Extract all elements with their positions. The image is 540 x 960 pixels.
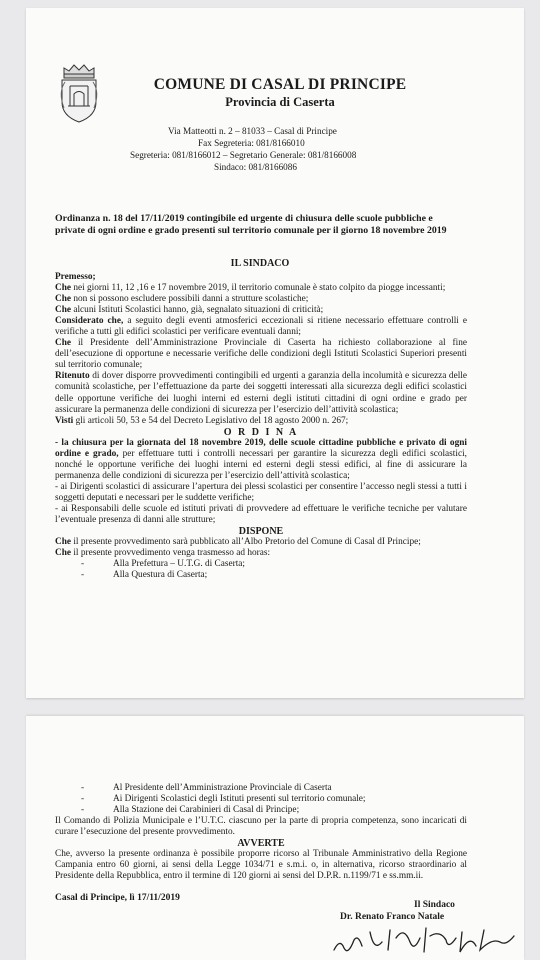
dispone-heading: DISPONE [238,526,284,538]
ordinance-body [55,272,467,581]
list-item: - Alla Prefettura – U.T.G. di Caserta; [81,559,246,570]
ordina-heading: O R D I N A [223,426,299,438]
paragraph-ritenuto: Ritenuto di dover disporre provvedimenti contingibili ed urgenti a garanzia della incolumità e sicurezza delle comunità scolastiche, per l’effettuazione da parte dei soggetti interessati alla sicurezza degli edifici scolastici delle opportune verifiche dei luoghi interni ed esterni degli istituti cittadini di ogni ordine e grado per assicurare la permanenza delle condizioni di sicurezza per l’esercizio dell’attività scolastica; [55,371,467,415]
phones-line: Segreteria: 081/8166012 – Segretario Generale: 081/8166008 [130,150,357,160]
paragraph-che-4: Che il Presidente dell’Amministrazione Provinciale di Caserta ha richiesto collaborazione al fine dell’esecuzione di opportune e necessarie verifiche delle condizioni degli Istituti Scolastici Superiori presenti sul territorio comunale; [55,338,467,371]
paragraph-comando: Il Comando di Polizia Municipale e l’U.T.C. ciascuno per la parte di propria competenza, sono incaricati di curare l’esecuzione del presente provvedimento. [55,816,467,838]
municipality-title: COMUNE DI CASAL DI PRINCIPE [153,76,407,93]
avverte-heading: AVVERTE [237,838,285,850]
paragraph-dispone-1: Che il presente provvedimento sarà pubblicato all’Albo Pretorio del Comune di Casal dI Principe; [55,537,421,548]
sindaco-phone-line: Sindaco: 081/8166086 [214,162,297,172]
list-item: - Alla Stazione dei Carabinieri di Casal di Principe; [81,805,300,816]
province-subtitle: Provincia di Caserta [225,95,335,109]
signature-name: Dr. Renato Franco Natale [340,912,445,922]
address-line: Via Matteotti n. 2 – 81033 – Casal di Principe [168,126,337,136]
paragraph-che-3: Che alcuni Istituti Scolastici hanno, già, segnalato situazioni di criticità; [55,305,324,316]
list-item: - Al Presidente dell’Amministrazione Provinciale di Caserta [81,783,332,793]
paragraph-ordina-3: - ai Responsabili delle scuole ed istituti privati di provvedere ad effettuare le verifiche tecniche per valutare l’eventuale presenza di danni alle strutture; [55,503,467,526]
paragraph-visti: Visti gli articoli 50, 53 e 54 del Decreto Legislativo del 18 agosto 2000 n. 267; [55,415,349,426]
list-item: - Ai Dirigenti Scolastici degli Istituti presenti sul territorio comunale; [81,794,366,805]
municipal-crest-icon [54,62,104,124]
paragraph-ordina-2: - ai Dirigenti scolastici di assicurare l’apertura dei plessi scolastici per consentire l’accesso negli stessi a tutti i soggetti deputati e necessari per le suddette verifiche; [55,481,467,503]
paragraph-che-1: Che nei giorni 11, 12 ,16 e 17 novembre 2019, il territorio comunale è stato colpito da piogge incessanti; [55,283,446,294]
list-item: - Alla Questura di Caserta; [81,570,208,581]
premesso-heading: Premesso; [55,272,96,282]
ordinance-body-continued [55,783,467,882]
handwritten-signature-icon [330,916,520,958]
il-sindaco-heading: IL SINDACO [230,258,290,269]
fax-line: Fax Segreteria: 081/8166010 [198,138,305,148]
paragraph-avverte: Che, avverso la presente ordinanza è possibile proporre ricorso al Tribunale Amministrativo della Regione Campania entro 60 giorni, ai sensi della Legge 1034/71 e s.m.i. o, in alternativa, ricorso straordinario al Presidente della Repubblica, entro il termine di 120 giorni ai sensi del D.P.R. n.1199/71 e ss.mm.ii. [55,849,467,882]
paragraph-ordina-1: - la chiusura per la giornata del 18 novembre 2019, delle scuole cittadine pubbliche e privato di ogni ordine e grado, per effettuare tutti i controlli necessari per garantire la sicurezza degli edifici scolastici, nonché le opportune verifiche dei luoghi interni ed esterni degli stessi edifici, al fine di assicurare la permanenza delle condizioni di sicurezza per l’esercizio dell’attività scolastica; [55,437,468,481]
paragraph-che-2: Che non si possono escludere possibili danni a strutture scolastiche; [55,294,309,305]
place-date: Casal di Principe, lì 17/11/2019 [55,893,180,903]
signature-role: Il Sindaco [414,900,455,910]
ordinance-title: Ordinanza n. 18 del 17/11/2019 contingibile ed urgente di chiusura delle scuole pubbliche e private di ogni ordine e grado presenti sul territorio comunale per il giorno 18 novembre 2019 [55,213,447,236]
paragraph-considerato: Considerato che, a seguito degli eventi atmosferici eccezionali si ritiene necessario effettuare controlli e verifiche a tutti gli edifici scolastici per verificare eventuali danni; [55,316,468,338]
paragraph-dispone-2: Che il presente provvedimento venga trasmesso ad horas: [55,548,271,559]
